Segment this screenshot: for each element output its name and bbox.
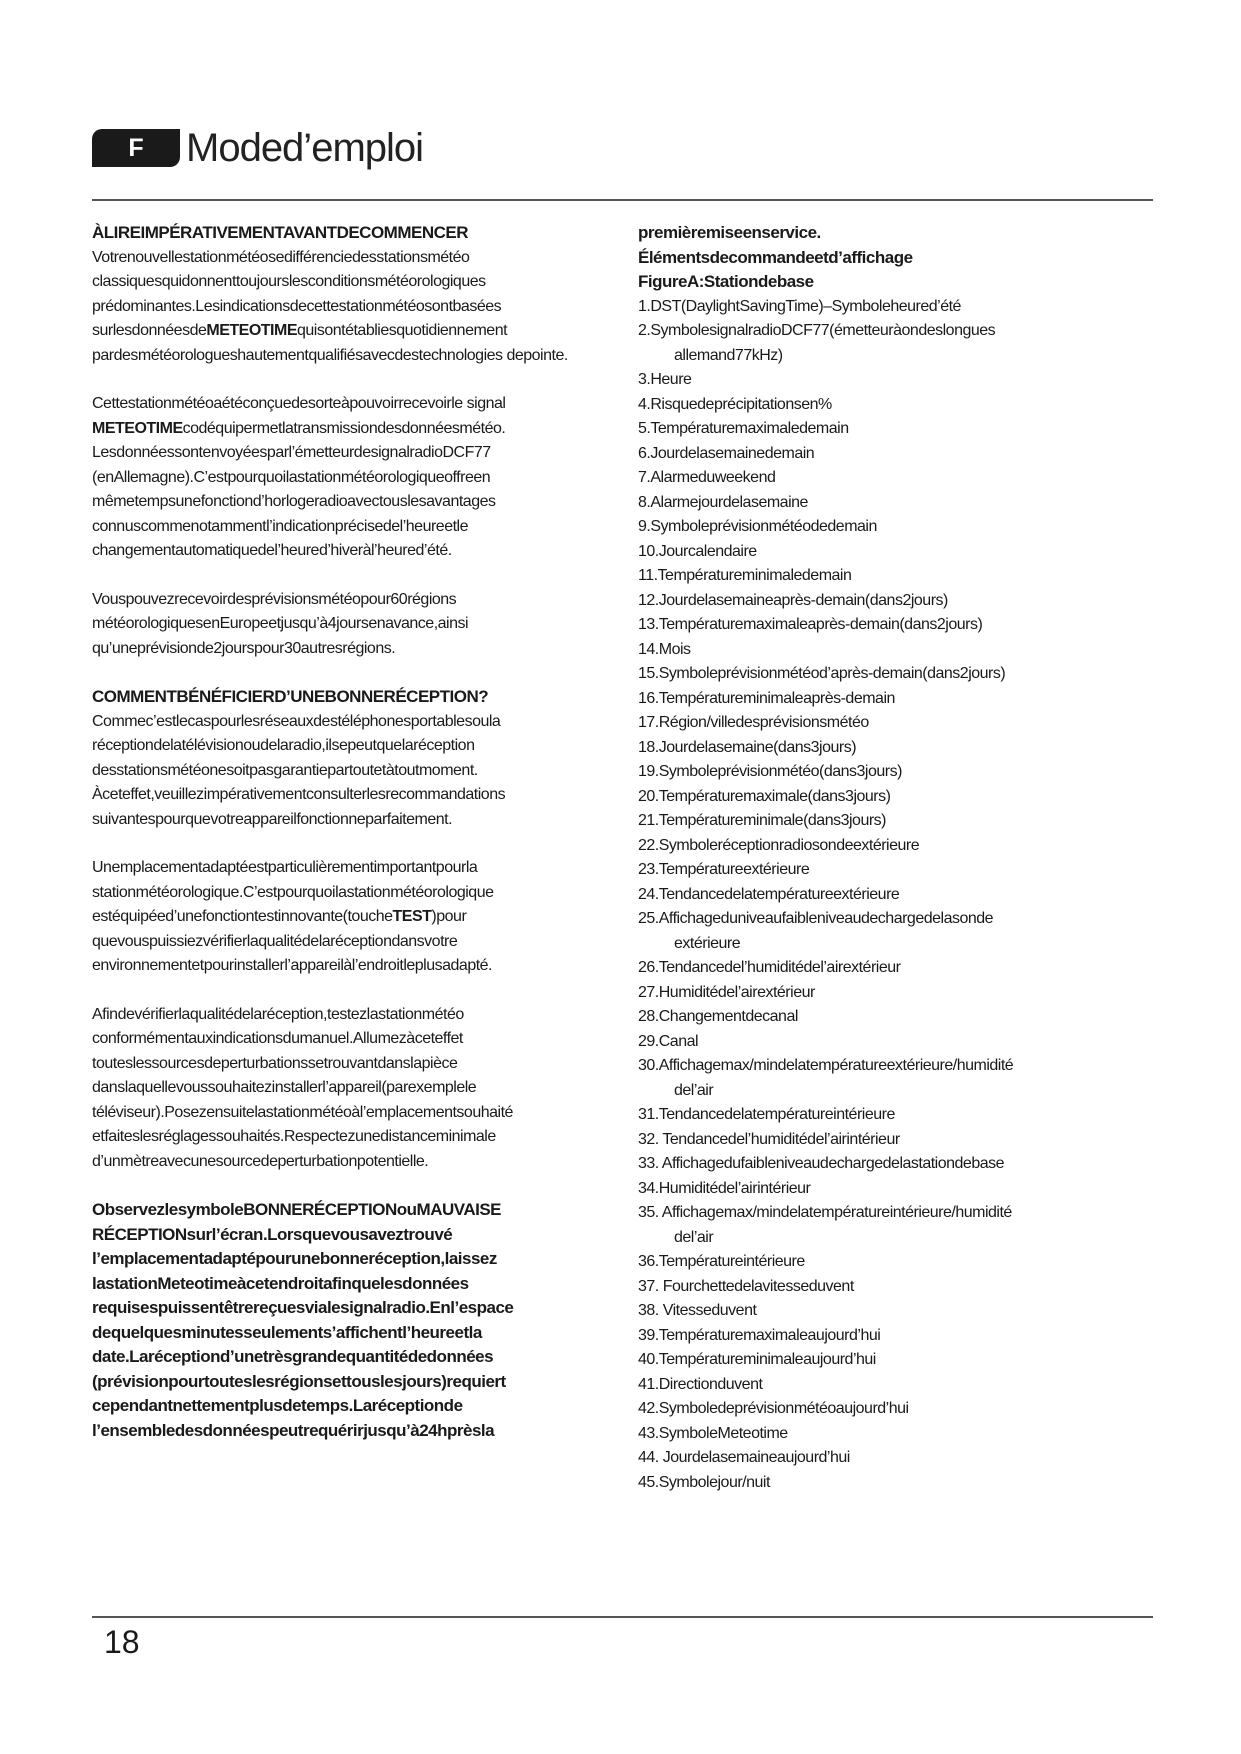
continued-text: premièremiseenservice.: [638, 223, 821, 242]
list-item: 16.Températureminimaleaprès-demain: [638, 689, 895, 707]
list-item: 9.Symboleprévisionmétéodedemain: [638, 518, 877, 535]
list-item: 20.Températuremaximale(dans3jours): [638, 787, 891, 805]
section-heading-read-first: ÀLIREIMPÉRATIVEMENTAVANTDECOMMENCER: [92, 223, 469, 242]
list-item: 34.Humiditédel’airintérieur: [638, 1179, 811, 1197]
list-item: 43.SymboleMeteotime: [638, 1424, 788, 1442]
list-item: 37. Fourchettedelavitesseduvent: [638, 1277, 854, 1295]
section-heading-reception: COMMENTBÉNÉFICIERD’UNEBONNERÉCEPTION?: [92, 687, 489, 706]
list-item: 44. Jourdelasemaineaujourd’hui: [638, 1449, 850, 1466]
list-item: 1.DST(DaylightSavingTime)–Symboleheured’été: [638, 297, 961, 315]
left-column: [92, 221, 582, 1443]
list-item: 8.Alarmejourdelasemaine: [638, 493, 808, 511]
list-item: 11.Températureminimaledemain: [638, 567, 852, 584]
list-item: 36.Températureintérieure: [638, 1253, 805, 1270]
list-item: 41.Directionduvent: [638, 1375, 763, 1393]
list-item: 45.Symbolejour/nuit: [638, 1473, 770, 1491]
paragraph-reception: Commec’estlecaspourlesréseauxdestéléphonesportablesoula réceptiondelatélévisionoudelaradio,ilsepeutquelaréception desstationsmétéonesoitpasgarantiepartoutetàtoutmoment. Àceteffet,veuillezimpérativementconsulterlesrecommandations suivantespourquevotreappareilfonctionneparfaitement.: [92, 712, 506, 828]
list-item: 12.Jourdelasemaineaprès-demain(dans2jours): [638, 591, 948, 609]
right-column: [638, 221, 1153, 1495]
list-item: 13.Températuremaximaleaprès-demain(dans2jours): [638, 616, 983, 633]
paragraph-test: Afindevérifierlaqualitédelaréception,testezlastationmétéo conformémentauxindicationsdumanuel.Allumezàceteffet touteslessourcesdeperturbationssetrouvantdanslapièce danslaquellevoussouhaitezinstallerl’appareil(parexemplele téléviseur).Posezensuitelastationmétéoàl’emplacementsouhaité etfaiteslesréglagessouhaités.Respectezunedistanceminimale d’unmètreavecunesourcedeperturbationpotentielle.: [92, 1005, 513, 1170]
list-item: 42.Symboledeprévisionmétéoaujourd’hui: [638, 1400, 909, 1417]
language-badge: F: [92, 129, 180, 167]
list-item: 26.Tendancedel’humiditédel’airextérieur: [638, 959, 901, 976]
list-item: 18.Jourdelasemaine(dans3jours): [638, 738, 857, 756]
list-item: 38. Vitesseduvent: [638, 1302, 757, 1319]
list-item: 6.Jourdelasemainedemain: [638, 444, 815, 462]
page-number: 18: [104, 1624, 140, 1660]
list-item: 14.Mois: [638, 640, 691, 658]
list-item: 15.Symboleprévisionmétéod’après-demain(dans2jours): [638, 665, 1006, 682]
list-item: 21.Températureminimale(dans3jours): [638, 812, 887, 829]
list-item: 7.Alarmeduweekend: [638, 469, 776, 486]
list-item: 27.Humiditédel’airextérieur: [638, 983, 815, 1001]
header-rule: [92, 199, 1153, 201]
list-item: 35. Affichagemax/mindelatempératureintérieure/humidité del’air: [638, 1204, 1012, 1246]
figure-subheading: FigureA:Stationdebase: [638, 272, 814, 291]
list-item: 22.Symboleréceptionradiosondeextérieure: [638, 836, 920, 854]
list-item: 29.Canal: [638, 1032, 699, 1050]
list-item: 28.Changementdecanal: [638, 1008, 798, 1025]
list-item: 10.Jourcalendaire: [638, 542, 757, 560]
page-title: Moded’emploi: [186, 125, 424, 170]
element-list: [638, 295, 1153, 1496]
section-heading-controls: Élémentsdecommandeetd’affichage: [638, 247, 913, 267]
paragraph-location: Unemplacementadaptéestparticulièrementimportantpourla stationmétéorologique.C’estpourquoilastationmétéorologique estéquipéed’unefonctiontestinnovante(toucheTEST)pour quevouspuissiezvérifierlaqualitédelaréceptiondansvotre environnementetpourinstallerl’appareilàl’endroitleplusadapté.: [92, 859, 494, 974]
list-item: 17.Région/villedesprévisionsmétéo: [638, 714, 869, 731]
list-item: 31.Tendancedelatempératureintérieure: [638, 1106, 895, 1123]
list-item: 2.SymbolesignalradioDCF77(émetteuràondeslongues allemand77kHz): [638, 322, 996, 364]
list-item: 4.Risquedeprécipitationsen%: [638, 395, 832, 413]
list-item: 39.Températuremaximaleaujourd’hui: [638, 1326, 881, 1344]
list-item: 33. Affichagedufaibleniveaudechargedelastationdebase: [638, 1155, 1005, 1172]
list-item: 25.Affichageduniveaufaibleniveaudechargedelasonde extérieure: [638, 910, 994, 952]
list-item: 32. Tendancedel’humiditédel’airintérieur: [638, 1130, 900, 1148]
list-item: 30.Affichagemax/mindelatempératureextérieure/humidité del’air: [638, 1057, 1014, 1099]
paragraph-intro: Votrenouvellestationmétéosedifférenciedesstationsmétéo classiquesquidonnenttoujourslesconditionsmétéorologiques prédominantes.Lesindicationsdecettestationmétéosontbasées surlesdonnéesdeMETEOTIMEquisontétabliesquotidiennement pardesmétéorologueshautementqualifiésavecdestechnologies depointe.: [92, 248, 568, 364]
list-item: 3.Heure: [638, 371, 692, 388]
paragraph-observe-symbol: ObservezlesymboleBONNERÉCEPTIONouMAUVAISE RÉCEPTIONsurl’écran.Lorsquevousaveztrouvé l’emplacementadaptépourunebonneréception,laissez lastationMeteotimeàcetendroitafinquelesdonnées requisespuissentêtrereçuesvialesignalradio.Enl’espace dequelquesminutesseulements’affichentl’heureetla date.Laréceptiond’unetrèsgrandequantitédedonnées (prévisionpourtouteslesrégionsettouslesjours)requiert cependantnettementplusdetemps.Laréceptionde l’ensembledesdonnéespeutrequérirjusqu’à24hprèsla: [92, 1200, 514, 1440]
list-item: 24.Tendancedelatempératureextérieure: [638, 885, 900, 903]
page-header: [92, 118, 423, 178]
footer-rule: [92, 1616, 1153, 1618]
paragraph-signal: Cettestationmétéoaétéconçuedesorteàpouvoirrecevoirle signal METEOTIMEcodéquipermetlatransmissiondesdonnéesmétéo. Lesdonnéessontenvoyéesparl’émetteurdesignalradioDCF77 (enAllemagne).C’estpourquoilastationmétéorologiqueoffreen mêmetempsunefonctiond’horlogeradioavectouslesavantages connuscommenotammentl’indicationprécisedel’heureetle changementautomatiquedel’heured’hiveràl’heured’été.: [92, 395, 506, 559]
list-item: 40.Températureminimaleaujourd’hui: [638, 1351, 876, 1368]
list-item: 23.Températureextérieure: [638, 861, 810, 878]
list-item: 5.Températuremaximaledemain: [638, 420, 849, 437]
paragraph-regions: Vouspouvezrecevoirdesprévisionsmétéopour60régions météorologiquesenEuropeetjusqu’à4joursenavance,ainsi qu’uneprévisionde2jourspour30autresrégions.: [92, 590, 469, 657]
list-item: 19.Symboleprévisionmétéo(dans3jours): [638, 763, 902, 780]
